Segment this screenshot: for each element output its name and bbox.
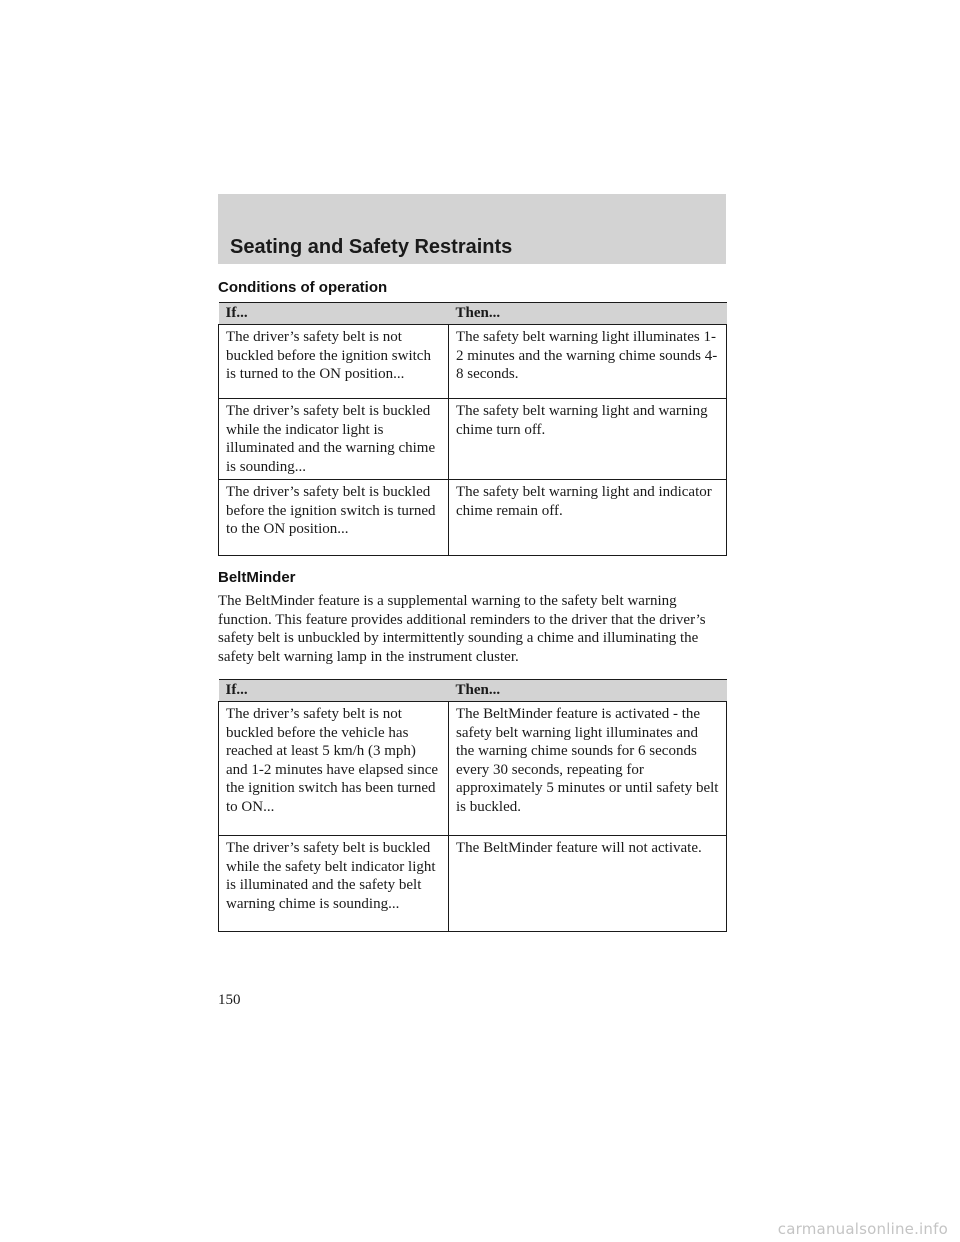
table-cell-then: The BeltMinder feature is activated - the safety belt warning light illuminates and the warning chime sounds for 6 seconds every 30 seconds, repeating for approximately 5 minutes or until safety belt is buckled. [449, 702, 727, 836]
col-if-header: If... [219, 303, 449, 325]
beltminder-paragraph: The BeltMinder feature is a supplemental warning to the safety belt warning function. This feature provides additional reminders to the driver that the driver’s safety belt is unbuckled by intermittently sounding a chime and illuminating the safety belt warning lamp in the instrument cluster. [218, 593, 706, 665]
table-cell-then: The safety belt warning light and warning chime turn off. [449, 399, 727, 480]
table-cell-then: The safety belt warning light illuminates 1-2 minutes and the warning chime sounds 4-8 seconds. [449, 325, 727, 399]
col-if-header: If... [219, 680, 449, 702]
conditions-table [218, 302, 727, 556]
table-cell-then: The BeltMinder feature will not activate. [449, 836, 727, 932]
col-then-header: Then... [449, 303, 727, 325]
table-row [219, 325, 727, 399]
conditions-heading: Conditions of operation [218, 279, 388, 296]
chapter-title: Seating and Safety Restraints [230, 236, 513, 258]
table-row [219, 399, 727, 480]
table-cell-if: The driver’s safety belt is buckled while the indicator light is illuminated and the warning chime is sounding... [219, 399, 449, 480]
table-row [219, 836, 727, 932]
section-header-band [218, 194, 726, 264]
beltminder-table [218, 679, 727, 932]
watermark: carmanualsonline.info [777, 1220, 948, 1238]
table-cell-if: The driver’s safety belt is buckled while the safety belt indicator light is illuminated and the safety belt warning chime is sounding... [219, 836, 449, 932]
table-row [219, 702, 727, 836]
table-cell-if: The driver’s safety belt is not buckled before the ignition switch is turned to the ON position... [219, 325, 449, 399]
beltminder-heading: BeltMinder [218, 569, 296, 586]
table-header-row [219, 680, 727, 702]
table-cell-then: The safety belt warning light and indicator chime remain off. [449, 480, 727, 556]
table-cell-if: The driver’s safety belt is not buckled before the vehicle has reached at least 5 km/h (3 mph) and 1-2 minutes have elapsed since the ignition switch has been turned to ON... [219, 702, 449, 836]
table-cell-if: The driver’s safety belt is buckled before the ignition switch is turned to the ON position... [219, 480, 449, 556]
col-then-header: Then... [449, 680, 727, 702]
table-row [219, 480, 727, 556]
page-number: 150 [218, 992, 241, 1008]
table-header-row [219, 303, 727, 325]
